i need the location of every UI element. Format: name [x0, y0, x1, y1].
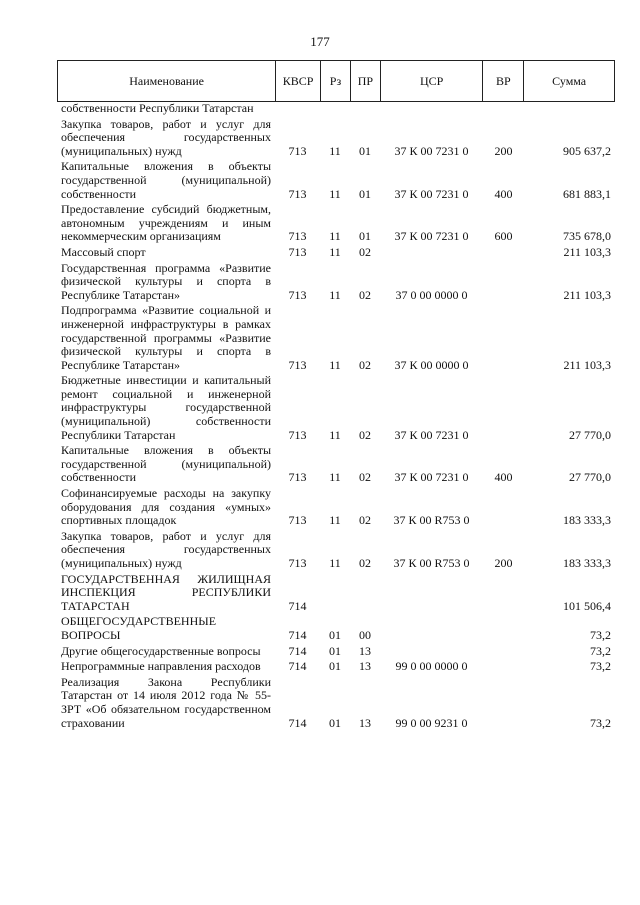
cell-sum: 27 770,0 [569, 470, 611, 485]
cell-name: Капитальные вложения в объекты государственной (муниципальной) собственности [61, 159, 271, 201]
cell-pr: 02 [359, 513, 371, 528]
table-row [57, 444, 615, 485]
cell-vr: 400 [494, 470, 513, 485]
cell-rz: 11 [329, 287, 341, 302]
cell-pr: 02 [359, 244, 371, 259]
cell-sum: 73,2 [590, 643, 611, 658]
cell-name: Непрограммные направления расходов [61, 659, 261, 674]
table-row [57, 203, 615, 244]
cell-sum: 211 103,3 [563, 244, 611, 259]
cell-rz: 11 [329, 143, 341, 158]
cell-sum: 101 506,4 [563, 598, 611, 613]
cell-name: Массовый спорт [61, 244, 146, 259]
cell-sum: 211 103,3 [563, 287, 611, 302]
header-name: Наименование [129, 73, 204, 88]
table-row [57, 615, 615, 642]
cell-csr: 37 К 00 7231 0 [394, 229, 469, 244]
cell-kvsr: 713 [288, 357, 307, 372]
cell-pr: 01 [359, 186, 371, 201]
cell-name: Другие общегосударственные вопросы [61, 643, 261, 658]
header-csr: ЦСР [380, 61, 483, 101]
cell-csr: 37 К 00 0000 0 [394, 357, 469, 372]
cell-kvsr: 713 [288, 556, 307, 570]
header-vr: ВР [482, 61, 523, 101]
cell-kvsr: 714 [288, 715, 307, 730]
cell-rz: 11 [329, 186, 341, 201]
cell-name: Закупка товаров, работ и услуг для обеспечения государственных (муниципальных) нужд [61, 528, 271, 570]
cell-pr: 02 [359, 357, 371, 372]
cell-kvsr: 713 [288, 427, 307, 442]
table-row [57, 102, 615, 116]
cell-csr: 37 К 00 7231 0 [394, 186, 469, 201]
cell-csr: 37 К 00 7231 0 [394, 427, 469, 442]
cell-name: Софинансируемые расходы на закупку оборудования для создания «умных» спортивных площадок [61, 486, 271, 528]
cell-csr: 37 К 00 R753 0 [393, 513, 470, 528]
cell-pr: 13 [359, 643, 371, 658]
cell-sum: 735 678,0 [563, 229, 611, 244]
cell-rz: 11 [329, 229, 341, 244]
cell-sum: 905 637,2 [563, 143, 611, 158]
table-row [57, 487, 615, 528]
cell-kvsr: 714 [288, 643, 307, 658]
cell-sum: 183 333,3 [563, 513, 611, 528]
cell-pr: 02 [359, 556, 371, 570]
cell-name: ГОСУДАРСТВЕННАЯ ЖИЛИЩНАЯ ИНСПЕКЦИЯ РЕСПУБЛИКИ ТАТАРСТАН [61, 571, 271, 613]
cell-name: Предоставление субсидий бюджетным, автономным учреждениям и иным некоммерческим организациям [61, 202, 271, 244]
table-row [57, 262, 615, 303]
cell-vr: 400 [494, 186, 513, 201]
cell-rz: 11 [329, 244, 341, 259]
cell-pr: 01 [359, 143, 371, 158]
cell-rz: 11 [329, 513, 341, 528]
cell-rz: 01 [329, 715, 341, 730]
cell-pr: 13 [359, 659, 371, 674]
cell-name: Капитальные вложения в объекты государственной (муниципальной) собственности [61, 443, 271, 485]
cell-kvsr: 713 [288, 287, 307, 302]
table-row [57, 118, 615, 159]
cell-csr: 37 К 00 R753 0 [393, 556, 470, 570]
cell-kvsr: 714 [288, 598, 307, 613]
cell-vr: 200 [494, 143, 513, 158]
table-row [57, 660, 615, 674]
cell-csr: 99 0 00 9231 0 [395, 715, 468, 730]
cell-name: собственности Республики Татарстан [61, 101, 254, 115]
cell-kvsr: 713 [288, 229, 307, 244]
cell-pr: 02 [359, 287, 371, 302]
table-row [57, 645, 615, 659]
budget-table [57, 60, 615, 730]
cell-csr: 37 К 00 7231 0 [394, 143, 469, 158]
cell-sum: 73,2 [590, 627, 611, 642]
table-row [57, 676, 615, 730]
header-pr: ПР [350, 61, 380, 101]
table-header [57, 60, 615, 102]
cell-rz: 11 [329, 357, 341, 372]
table-row [57, 374, 615, 442]
cell-kvsr: 714 [288, 659, 307, 674]
cell-pr: 13 [359, 715, 371, 730]
table-row [57, 246, 615, 260]
cell-sum: 73,2 [590, 659, 611, 674]
cell-sum: 211 103,3 [563, 357, 611, 372]
header-sum: Сумма [523, 61, 614, 101]
cell-rz: 11 [329, 427, 341, 442]
cell-rz: 01 [329, 643, 341, 658]
table-row [57, 304, 615, 372]
cell-pr: 00 [359, 627, 371, 642]
cell-kvsr: 714 [288, 627, 307, 642]
cell-vr: 600 [494, 229, 513, 244]
cell-sum: 27 770,0 [569, 427, 611, 442]
cell-kvsr: 713 [288, 470, 307, 485]
cell-kvsr: 713 [288, 244, 307, 259]
table-row [57, 530, 615, 571]
cell-kvsr: 713 [288, 513, 307, 528]
table-row [57, 160, 615, 201]
page-number: 177 [310, 34, 330, 49]
cell-name: Реализация Закона Республики Татарстан от 14 июля 2012 года № 55-ЗРТ «Об обязательном государственном страховании [61, 674, 271, 730]
cell-rz: 11 [329, 470, 341, 485]
header-kvsr: КВСР [275, 61, 320, 101]
cell-csr: 37 0 00 0000 0 [395, 287, 468, 302]
cell-pr: 01 [359, 229, 371, 244]
cell-name: Подпрограмма «Развитие социальной и инженерной инфраструктуры в рамках государственной программы «Развитие физической культуры и спорта в Республике Татарстан» [61, 303, 271, 372]
cell-sum: 183 333,3 [563, 556, 611, 570]
cell-sum: 73,2 [590, 715, 611, 730]
cell-vr: 200 [494, 556, 513, 570]
cell-name: ОБЩЕГОСУДАРСТВЕННЫЕ ВОПРОСЫ [61, 614, 217, 642]
header-rz: Рз [320, 61, 350, 101]
cell-sum: 681 883,1 [563, 186, 611, 201]
cell-rz: 11 [329, 556, 341, 570]
cell-name: Бюджетные инвестиции и капитальный ремонт социальной и инженерной инфраструктуры государственной (муниципальной) собственности Республики Татарстан [61, 373, 271, 442]
cell-csr: 99 0 00 0000 0 [395, 659, 468, 674]
cell-pr: 02 [359, 470, 371, 485]
table-body [57, 102, 615, 730]
cell-name: Закупка товаров, работ и услуг для обеспечения государственных (муниципальных) нужд [61, 116, 271, 158]
cell-name: Государственная программа «Развитие физической культуры и спорта в Республике Татарстан» [61, 260, 271, 302]
cell-kvsr: 713 [288, 186, 307, 201]
table-row [57, 573, 615, 614]
cell-csr: 37 К 00 7231 0 [394, 470, 469, 485]
cell-rz: 01 [329, 627, 341, 642]
cell-pr: 02 [359, 427, 371, 442]
cell-rz: 01 [329, 659, 341, 674]
cell-kvsr: 713 [288, 143, 307, 158]
